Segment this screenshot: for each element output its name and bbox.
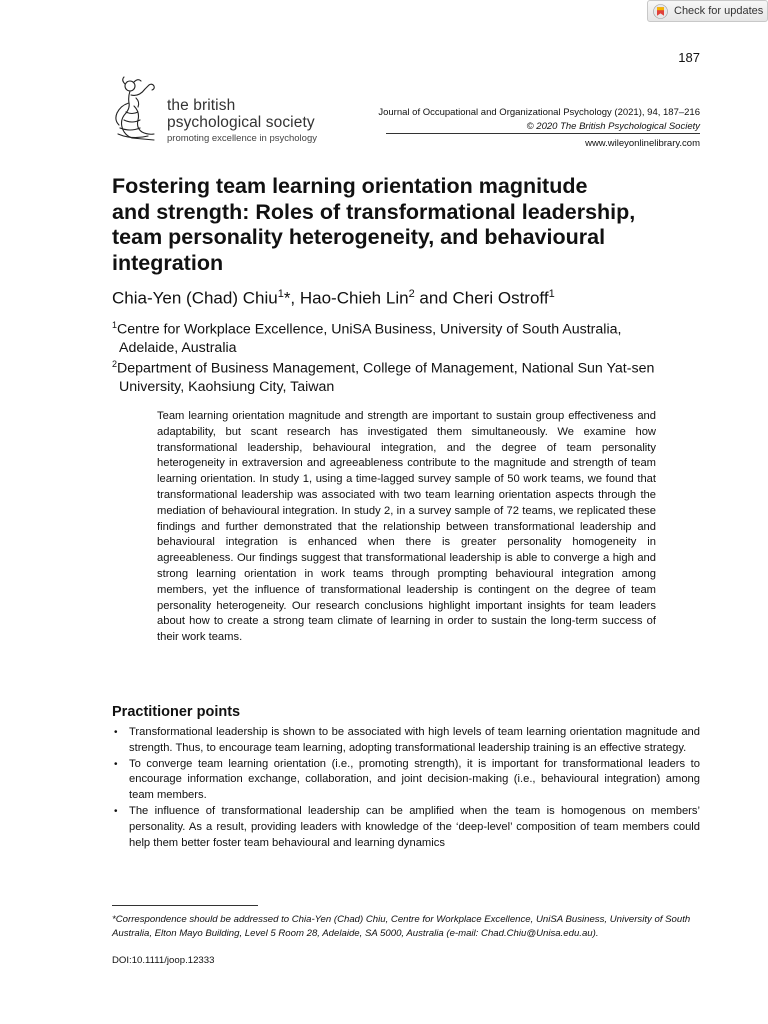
title-line: integration xyxy=(112,250,224,275)
society-logo-figure-icon xyxy=(106,76,164,144)
author-name: Hao-Chieh Lin xyxy=(299,288,409,308)
check-for-updates-label: Check for updates xyxy=(674,5,764,17)
corresponding-mark: *, xyxy=(283,288,300,308)
practitioner-point-text: Transformational leadership is shown to be associated with high levels of team learning orientation magnitude and strength. Thus, to encourage team learning, adopting transformational leadership training is an effective strategy. xyxy=(129,726,700,754)
author-list xyxy=(112,288,555,309)
list-item xyxy=(112,757,700,804)
society-name-line2: psychological society xyxy=(167,114,315,131)
title-line: team personality heterogeneity, and behavioural xyxy=(112,225,606,249)
list-item xyxy=(112,725,700,757)
practitioner-point-text: To converge team learning orientation (i.e., promoting strength), it is important for transformational leaders to encourage information exchange, collaboration, and joint decision-making (i.e., behavioural integration) among team members. xyxy=(129,757,700,802)
page-number: 187 xyxy=(678,50,700,65)
journal-citation: Journal of Occupational and Organizational Psychology (2021), 94, 187–216 xyxy=(378,107,700,118)
footnote-divider xyxy=(112,905,258,906)
journal-copyright: © 2020 The British Psychological Society xyxy=(526,121,700,132)
society-name-line1: the british xyxy=(167,97,236,114)
doi-link[interactable]: DOI:10.1111/joop.12333 xyxy=(112,955,215,966)
practitioner-points-heading: Practitioner points xyxy=(112,704,241,720)
affiliation-number: 2 xyxy=(112,359,118,369)
author-name: Chia-Yen (Chad) Chiu xyxy=(112,288,278,308)
affiliation-1 xyxy=(112,316,712,358)
correspondence-footnote: *Correspondence should be addressed to Chia-Yen (Chad) Chiu, Centre for Workplace Excellence, UniSA Business, University of South Australia, Elton Mayo Building, Level 5 Room 28, Adelaide, SA 5000, Australia (e-mail: Chad.Chiu@Unisa.edu.au). xyxy=(112,914,691,939)
article-title xyxy=(112,174,712,276)
author-affiliation-mark: 1 xyxy=(548,288,555,300)
author-affiliation-mark: 2 xyxy=(408,288,415,300)
bullet-icon: • xyxy=(114,727,118,738)
society-tagline: promoting excellence in psychology xyxy=(167,133,317,144)
affiliation-text: University, Kaohsiung City, Taiwan xyxy=(119,379,335,396)
check-for-updates-button[interactable] xyxy=(647,0,768,22)
bullet-icon: • xyxy=(114,805,118,817)
abstract: Team learning orientation magnitude and strength are important to sustain group effectiveness and adaptability, but scant research has investigated them simultaneously. We examine how transformational leadership, behavioural integration, and the degree of team personality heterogeneity in extraversion and agreeableness contribute to the magnitude and strength of team learning orientation. In study 1, using a time-lagged survey sample of 50 work teams, we found that transformational leadership was associated with two team learning orientation aspects through the mediation of behavioural integration. In study 2, in a survey sample of 72 teams, we replicated these findings and further demonstrated that the relationship between transformational leadership and behavioural integration is enhanced when there is greater personality homogeneity in agreeableness. Our findings suggest that transformational leadership is able to converge a high and strong learning orientation in work teams through prompting behavioural integration among members, yet the influence of transformational leadership is contingent on the degree of team personality heterogeneity. Our research conclusions highlight important insights for team leaders about how to create a strong team climate of learning in order to sustain the long-term success of their work teams. xyxy=(157,410,656,644)
affiliation-text: Department of Business Management, College of Management, National Sun Yat-sen xyxy=(117,360,655,377)
affiliation-number: 1 xyxy=(112,320,118,330)
society-logo-text xyxy=(167,97,317,147)
bullet-icon: • xyxy=(114,758,118,770)
affiliation-2 xyxy=(112,355,712,397)
author-name: Cheri Ostroff xyxy=(452,288,549,308)
practitioner-points-list xyxy=(112,725,700,851)
list-item xyxy=(112,804,700,851)
affiliation-text: Centre for Workplace Excellence, UniSA Business, University of South Australia, xyxy=(117,321,622,338)
title-line: Fostering team learning orientation magnitude xyxy=(112,174,588,198)
author-separator: and xyxy=(414,288,453,308)
affiliation-text: Adelaide, Australia xyxy=(119,340,237,357)
practitioner-point-text: The influence of transformational leadership can be amplified when the team is homogenous on members’ personality. As a result, providing leaders with knowledge of the ‘deep-level’ composition of team members could help them better foster team behavioural and learning dynamics xyxy=(129,804,700,849)
title-line: and strength: Roles of transformational leadership, xyxy=(112,199,636,224)
author-affiliation-mark: 1 xyxy=(277,288,284,300)
journal-divider xyxy=(386,133,700,134)
journal-info xyxy=(378,106,700,134)
crossmark-icon xyxy=(653,4,668,19)
journal-url-link[interactable]: www.wileyonlinelibrary.com xyxy=(585,138,700,149)
